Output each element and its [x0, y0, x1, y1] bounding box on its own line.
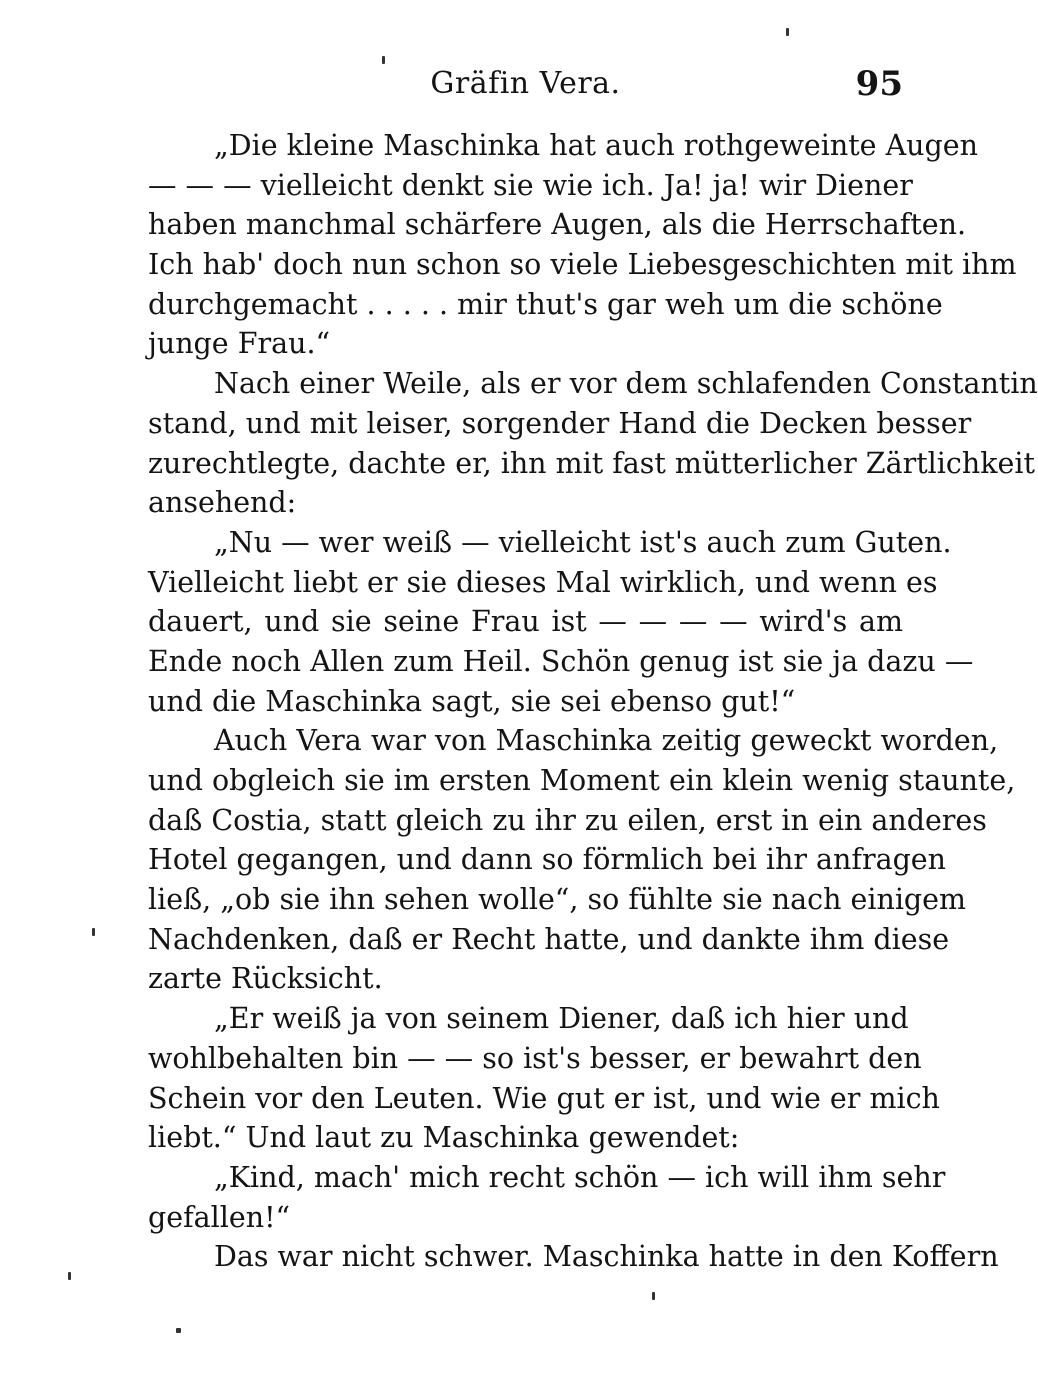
- text-line: daß Costia, statt gleich zu ihr zu eilen, erst in ein anderes: [148, 803, 987, 837]
- text-line: und die Maschinka sagt, sie sei ebenso gut!“: [148, 684, 796, 718]
- text-line: Hotel gegangen, und dann so förmlich bei ihr anfragen: [148, 843, 947, 877]
- scan-speck: [176, 1328, 181, 1333]
- text-line: durchgemacht . . . . . mir thut's gar weh um die schöne: [148, 287, 943, 321]
- scan-speck: [382, 56, 385, 64]
- text-line: Ich hab' doch nun schon so viele Liebesgeschichten mit ihm: [148, 248, 1017, 282]
- text-line: Das war nicht schwer. Maschinka hatte in den Koffern: [214, 1240, 999, 1274]
- text-line: Vielleicht liebt er sie dieses Mal wirklich, und wenn es: [148, 565, 938, 599]
- text-line: dauert, und sie seine Frau ist — — — — wird's am: [148, 605, 903, 639]
- text-line: junge Frau.“: [148, 327, 331, 361]
- text-line: ansehend:: [148, 486, 297, 520]
- text-line: — — — vielleicht denkt sie wie ich. Ja! ja! wir Diener: [148, 168, 913, 202]
- text-line: stand, und mit leiser, sorgender Hand die Decken besser: [148, 406, 972, 440]
- text-line: Auch Vera war von Maschinka zeitig geweckt worden,: [214, 724, 999, 758]
- text-line: Nachdenken, daß er Recht hatte, und dankte ihm diese: [148, 922, 950, 956]
- page-header: [148, 62, 903, 106]
- text-line: liebt.“ Und laut zu Maschinka gewendet:: [148, 1121, 740, 1155]
- text-line: Schein vor den Leuten. Wie gut er ist, und wie er mich: [148, 1081, 940, 1115]
- text-line: „Er weiß ja von seinem Diener, daß ich hier und: [214, 1002, 909, 1036]
- text-line: gefallen!“: [148, 1200, 291, 1234]
- running-title: Gräfin Vera.: [430, 66, 621, 101]
- text-line: haben manchmal schärfere Augen, als die Herrschaften.: [148, 208, 967, 242]
- scan-speck: [92, 928, 95, 936]
- text-line: ließ, „ob sie ihn sehen wolle“, so fühlte sie nach einigem: [148, 883, 967, 917]
- text-line: zurechtlegte, dachte er, ihn mit fast mütterlicher Zärtlichkeit: [148, 446, 1035, 480]
- text-line: Ende noch Allen zum Heil. Schön genug ist sie ja dazu —: [148, 644, 974, 678]
- text-line: „Kind, mach' mich recht schön — ich will ihm sehr: [214, 1160, 946, 1194]
- body-text: [148, 126, 1038, 1277]
- text-line: zarte Rücksicht.: [148, 962, 383, 996]
- page-number: 95: [855, 64, 903, 104]
- text-line: Nach einer Weile, als er vor dem schlafenden Constantin: [214, 367, 1038, 401]
- text-line: „Die kleine Maschinka hat auch rothgeweinte Augen: [214, 129, 979, 162]
- scan-speck: [786, 28, 789, 36]
- text-line: „Nu — wer weiß — vielleicht ist's auch zum Guten.: [214, 525, 952, 559]
- text-line: wohlbehalten bin — — so ist's besser, er bewahrt den: [148, 1041, 922, 1075]
- scan-speck: [652, 1292, 655, 1300]
- scan-speck: [68, 1272, 71, 1280]
- text-line: und obgleich sie im ersten Moment ein klein wenig staunte,: [148, 764, 1016, 797]
